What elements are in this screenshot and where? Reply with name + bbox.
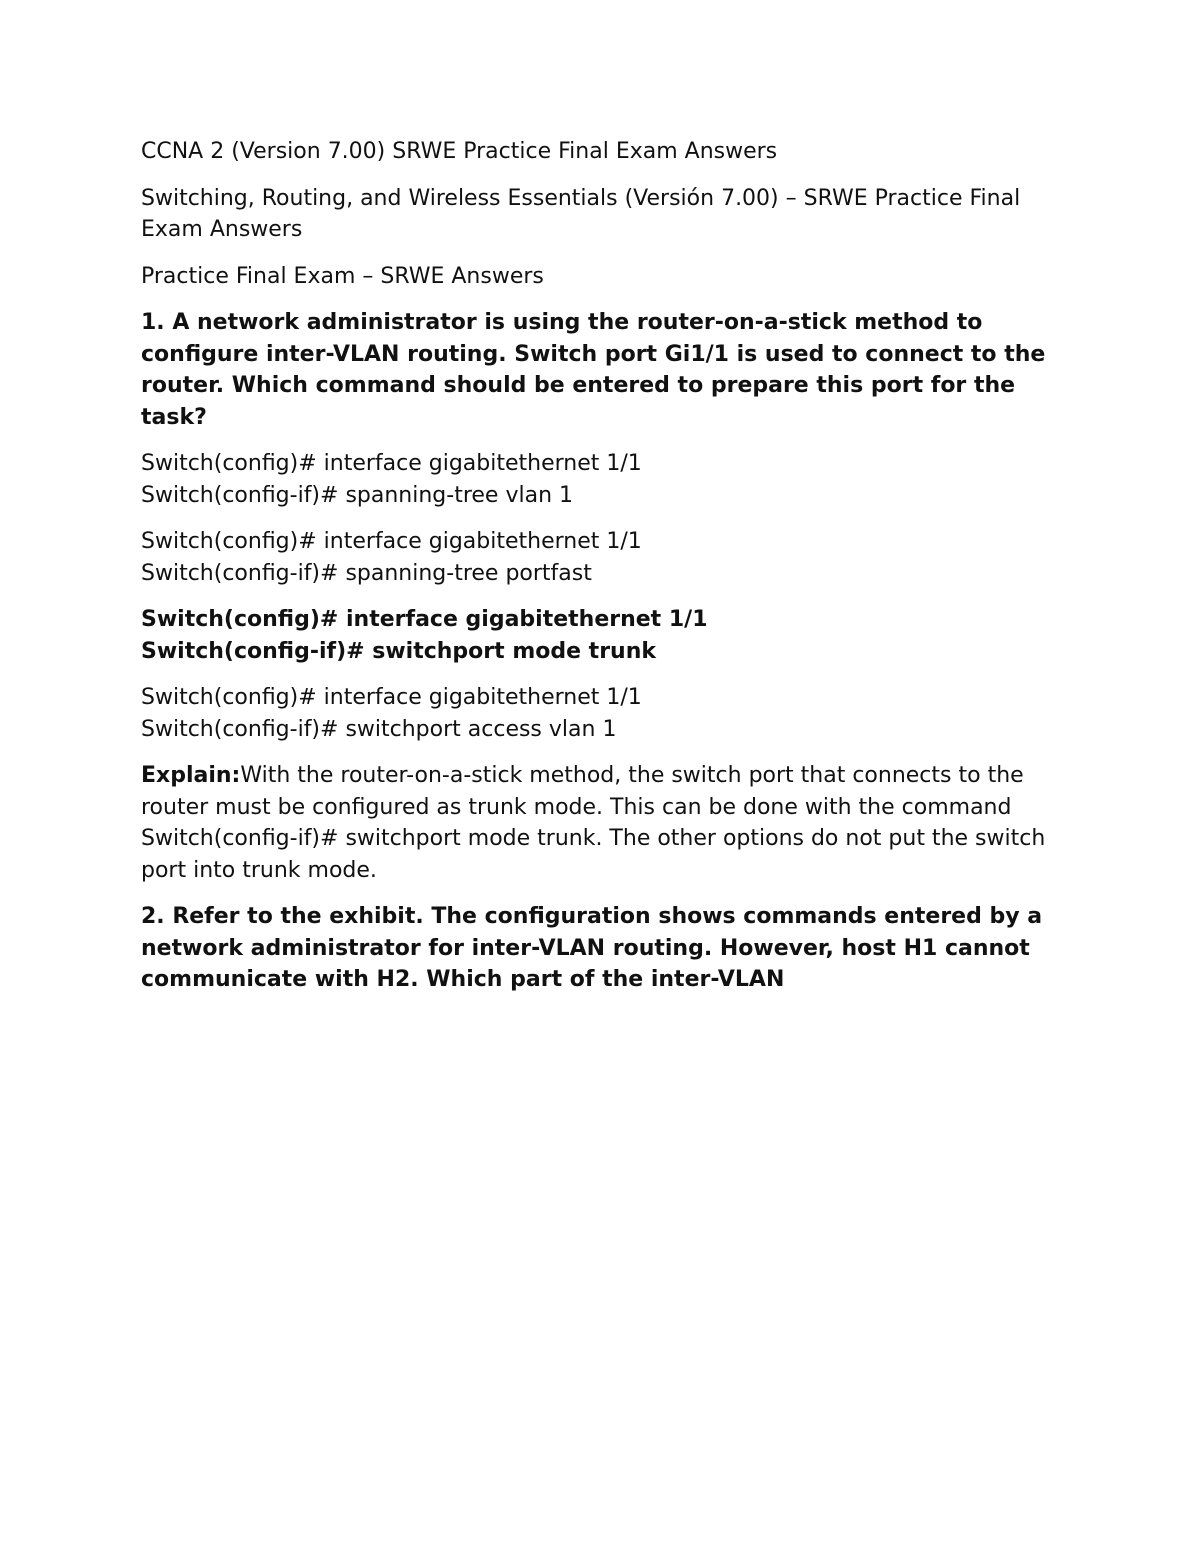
option-command-line: Switch(config-if)# switchport mode trunk: [141, 638, 657, 664]
question-1-option-c-correct: [141, 604, 1071, 667]
option-command-line: Switch(config)# interface gigabitethernet 1/1: [141, 607, 708, 632]
question-1-option-d: [141, 682, 1071, 745]
question-2-text: 2. Refer to the exhibit. The configuration shows commands entered by a network administrator for inter-VLAN routing. However, host H1 cannot communicate with H2. Which part of the inter-VLAN: [141, 904, 1043, 992]
option-command-line: Switch(config-if)# spanning-tree portfast: [141, 560, 592, 586]
explain-text: With the router-on-a-stick method, the switch port that connects to the router must be configured as trunk mode. This can be done with the command Switch(config-if)# switchport mode trunk. The other options do not put the switch port into trunk mode.: [141, 763, 1046, 883]
explain-label: Explain:: [141, 763, 241, 788]
question-1-option-a: [141, 448, 1071, 511]
option-command-line: Switch(config)# interface gigabitethernet 1/1: [141, 685, 642, 710]
option-command-line: Switch(config)# interface gigabitethernet 1/1: [141, 451, 642, 476]
question-1-text: 1. A network administrator is using the router-on-a-stick method to configure inter-VLAN routing. Switch port Gi1/1 is used to connect to the router. Which command should be entered to prepare this port for the task?: [141, 310, 1046, 430]
section-heading: Practice Final Exam – SRWE Answers: [141, 263, 544, 289]
question-1-explanation: [141, 760, 1071, 886]
document-title: CCNA 2 (Version 7.00) SRWE Practice Final Exam Answers: [141, 139, 778, 164]
option-command-line: Switch(config-if)# spanning-tree vlan 1: [141, 482, 573, 508]
option-command-line: Switch(config-if)# switchport access vlan 1: [141, 716, 617, 742]
document-subtitle: Switching, Routing, and Wireless Essentials (Versión 7.00) – SRWE Practice Final Exam Answers: [141, 185, 1021, 242]
document-content: [141, 136, 1071, 1011]
option-command-line: Switch(config)# interface gigabitethernet 1/1: [141, 529, 642, 554]
question-1-option-b: [141, 526, 1071, 589]
